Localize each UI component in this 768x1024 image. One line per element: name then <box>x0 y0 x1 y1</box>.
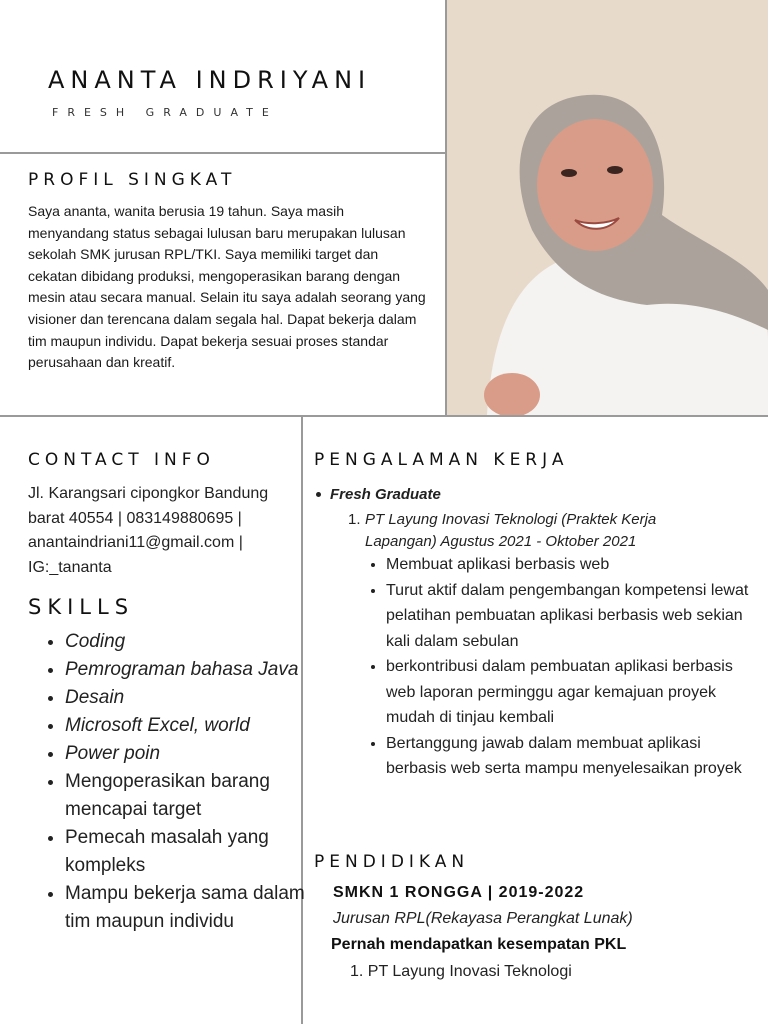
skill-item: • Microsoft Excel, world <box>65 712 330 740</box>
job-entry <box>348 509 728 553</box>
education-pkl-item: 1. PT Layung Inovasi Teknologi <box>350 963 572 980</box>
duty-item: • Membuat aplikasi berbasis web <box>386 552 756 578</box>
education-pkl-heading: Pernah mendapatkan kesempatan PKL <box>331 936 627 953</box>
skills-title: SKILLS <box>28 595 135 619</box>
experience-category <box>330 486 441 503</box>
portrait-illustration <box>447 0 768 415</box>
education-school: SMKN 1 RONGGA | 2019-2022 <box>333 884 585 901</box>
profile-title: PROFIL SINGKAT <box>28 170 237 190</box>
skill-item: • Pemrograman bahasa Java <box>65 656 330 684</box>
skill-item: • Pemecah masalah yang kompleks <box>65 824 330 880</box>
profile-divider <box>0 415 768 417</box>
skill-item: • Mengoperasikan barang mencapai target <box>65 768 330 824</box>
contact-title: CONTACT INFO <box>28 450 215 470</box>
contact-text: Jl. Karangsari cipongkor Bandung barat 40554 | 083149880695 | anantaindriani11@gmail.com | IG:_tananta <box>28 485 269 576</box>
bullet-icon <box>316 492 321 497</box>
job-title: PT Layung Inovasi Teknologi (Praktek Kerja Lapangan) Agustus 2021 - Oktober 2021 <box>365 511 657 550</box>
job-number: 1. <box>348 511 361 528</box>
experience-category-label: Fresh Graduate <box>330 486 441 503</box>
education-title: PENDIDIKAN <box>314 852 470 872</box>
duty-item: • Turut aktif dalam pengembangan kompetensi lewat pelatihan pembuatan aplikasi berbasis web sekian kali dalam sebulan <box>386 578 756 655</box>
duty-item: • Bertanggung jawab dalam membuat aplikasi berbasis web serta mampu menyelesaikan proyek <box>386 731 756 782</box>
skill-item: • Coding <box>65 628 330 656</box>
candidate-subtitle: FRESH GRADUATE <box>52 106 278 119</box>
duties-list <box>368 552 756 782</box>
profile-text: Saya ananta, wanita berusia 19 tahun. Saya masih menyandang status sebagai lulusan baru merupakan lulusan sekolah SMK jurusan RPL/TKI. Saya memiliki target dan cekatan dibidang produksi, mengoperasikan barang dengan mesin atau secara manual. Selain itu saya adalah seorang yang visioner dan terencana dalam segala hal. Dapat bekerja dalam tim maupun individu. Dapat bekerja sesuai proses standar perusahaan dan kreatif. <box>28 203 426 371</box>
skill-item: • Mampu bekerja sama dalam tim maupun individu <box>65 880 330 936</box>
experience-title: PENGALAMAN KERJA <box>314 450 569 470</box>
skill-item: • Power poin <box>65 740 330 768</box>
header-divider <box>0 152 446 154</box>
skills-list <box>30 628 330 936</box>
candidate-name: ANANTA INDRIYANI <box>48 66 372 94</box>
skill-item: • Desain <box>65 684 330 712</box>
duty-item: • berkontribusi dalam pembuatan aplikasi berbasis web laporan perminggu agar kemajuan proyek mudah di tinjau kembali <box>386 654 756 731</box>
education-major: Jurusan RPL(Rekayasa Perangkat Lunak) <box>333 910 633 927</box>
portrait-photo <box>447 0 768 415</box>
